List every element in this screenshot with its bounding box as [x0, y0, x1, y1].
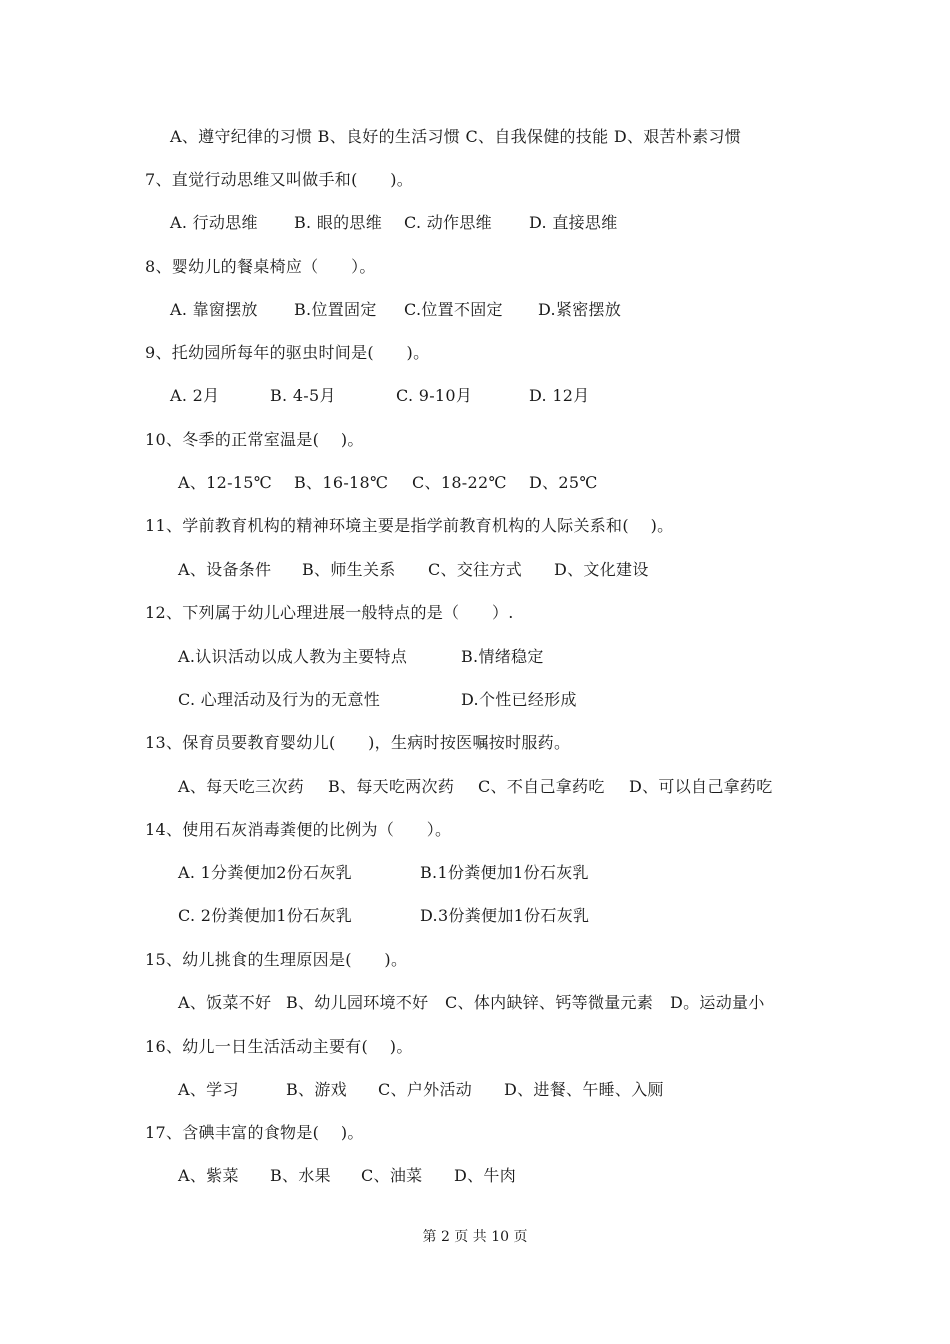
- q8-option-b: B.位置固定: [294, 300, 377, 319]
- q13-option-a: A、每天吃三次药: [178, 777, 304, 796]
- q17-option-c: C、油菜: [361, 1166, 423, 1185]
- q11-option-d: D、文化建设: [554, 560, 649, 579]
- q8-options: [0, 299, 950, 321]
- q16-question: 16、幼儿一日生活活动主要有( )。: [145, 1037, 413, 1056]
- q6-options: A、遵守纪律的习惯 B、良好的生活习惯 C、自我保健的技能 D、艰苦朴素习惯: [170, 127, 742, 146]
- q7-option-d: D. 直接思维: [529, 213, 618, 232]
- q12-option-b: B.情绪稳定: [461, 647, 544, 666]
- q11-option-b: B、师生关系: [302, 560, 396, 579]
- q12-options-row1: [0, 646, 950, 668]
- q8-question: 8、婴幼儿的餐桌椅应（ ）。: [145, 257, 376, 276]
- q14-question: 14、使用石灰消毒粪便的比例为（ ）。: [145, 820, 452, 839]
- q10-option-a: A、12-15℃: [178, 473, 272, 492]
- q14-options-row2: [0, 905, 950, 927]
- q16-option-d: D、进餐、午睡、入厕: [504, 1080, 664, 1099]
- q10-option-c: C、18-22℃: [412, 473, 507, 492]
- q11-option-a: A、设备条件: [178, 560, 272, 579]
- q10-option-b: B、16-18℃: [294, 473, 389, 492]
- q9-question: 9、托幼园所每年的驱虫时间是( )。: [145, 343, 430, 362]
- q17-option-a: A、紫菜: [178, 1166, 239, 1185]
- q11-option-c: C、交往方式: [428, 560, 523, 579]
- q10-question: 10、冬季的正常室温是( )。: [145, 430, 364, 449]
- q10-options: [0, 472, 950, 494]
- q8-option-d: D.紧密摆放: [538, 300, 622, 319]
- q7-option-b: B. 眼的思维: [294, 213, 383, 232]
- q17-question: 17、含碘丰富的食物是( )。: [145, 1123, 364, 1142]
- q15-options: [0, 992, 950, 1014]
- q15-option-a: A、饭菜不好: [178, 993, 272, 1012]
- q17-option-b: B、水果: [270, 1166, 331, 1185]
- q16-options: [0, 1079, 950, 1101]
- q9-option-a: A. 2月: [170, 386, 220, 405]
- q16-option-b: B、游戏: [286, 1080, 347, 1099]
- q7-options: [0, 212, 950, 234]
- q7-option-a: A. 行动思维: [170, 213, 258, 232]
- q9-option-c: C. 9-10月: [396, 386, 473, 405]
- q9-option-d: D. 12月: [529, 386, 590, 405]
- q17-option-d: D、牛肉: [454, 1166, 517, 1185]
- q14-options-row1: [0, 862, 950, 884]
- page-number-footer: 第 2 页 共 10 页: [422, 1229, 528, 1245]
- q9-option-b: B. 4-5月: [270, 386, 336, 405]
- q13-option-d: D、可以自己拿药吃: [629, 777, 773, 796]
- q16-option-c: C、户外活动: [378, 1080, 473, 1099]
- q14-option-d: D.3份粪便加1份石灰乳: [420, 906, 590, 925]
- q11-options: [0, 559, 950, 581]
- q7-question: 7、直觉行动思维又叫做手和( )。: [145, 170, 414, 189]
- q8-option-c: C.位置不固定: [404, 300, 503, 319]
- q12-option-d: D.个性已经形成: [461, 690, 577, 709]
- q16-option-a: A、学习: [178, 1080, 239, 1099]
- q11-question: 11、学前教育机构的精神环境主要是指学前教育机构的人际关系和( )。: [145, 516, 674, 535]
- q9-options: [0, 385, 950, 407]
- q14-option-b: B.1份粪便加1份石灰乳: [420, 863, 589, 882]
- q15-option-d: D。运动量小: [670, 993, 765, 1012]
- q12-options-row2: [0, 689, 950, 711]
- q13-question: 13、保育员要教育婴幼儿( )，生病时按医嘱按时服药。: [145, 733, 571, 752]
- q15-option-c: C、体内缺锌、钙等微量元素: [445, 993, 654, 1012]
- q17-options: [0, 1165, 950, 1187]
- q7-option-c: C. 动作思维: [404, 213, 492, 232]
- q14-option-a: A. 1分粪便加2份石灰乳: [178, 863, 352, 882]
- q12-question: 12、下列属于幼儿心理进展一般特点的是（ ）.: [145, 603, 514, 622]
- q13-options: [0, 776, 950, 798]
- q10-option-d: D、25℃: [529, 473, 598, 492]
- q14-option-c: C. 2份粪便加1份石灰乳: [178, 906, 353, 925]
- q12-option-a: A.认识活动以成人教为主要特点: [178, 647, 408, 666]
- q8-option-a: A. 靠窗摆放: [170, 300, 258, 319]
- q15-question: 15、幼儿挑食的生理原因是( )。: [145, 950, 408, 969]
- q12-option-c: C. 心理活动及行为的无意性: [178, 690, 381, 709]
- q15-option-b: B、幼儿园环境不好: [286, 993, 429, 1012]
- q13-option-c: C、不自己拿药吃: [478, 777, 605, 796]
- q13-option-b: B、每天吃两次药: [328, 777, 455, 796]
